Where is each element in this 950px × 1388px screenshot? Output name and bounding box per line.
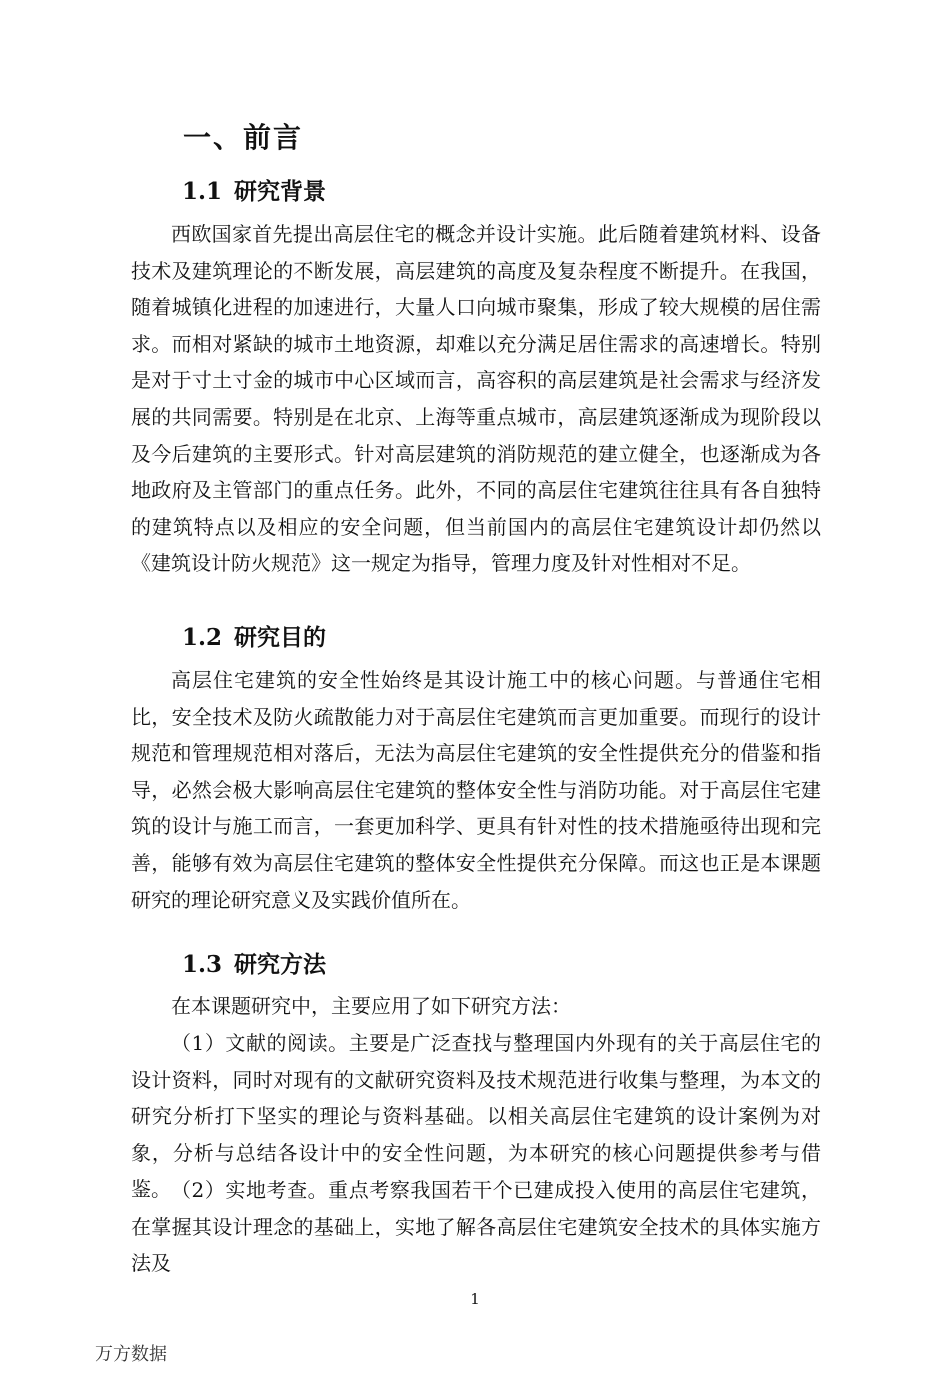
section-heading-1-1 [182,173,326,206]
section-title: 研究方法 [234,951,327,978]
section-heading-1-2 [182,619,326,652]
paragraph-purpose: 高层住宅建筑的安全性始终是其设计施工中的核心问题。与普通住宅相比，安全技术及防火疏散能力对于高层住宅建筑而言更加重要。而现行的设计规范和管理规范相对落后，无法为高层住宅建筑的安全性提供充分的借鉴和指导，必然会极大影响高层住宅建筑的整体安全性与消防功能。对于高层住宅建筑的设计与施工而言，一套更加科学、更具有针对性的技术措施亟待出现和完善，能够有效为高层住宅建筑的整体安全性提供充分保障。而这也正是本课题研究的理论研究意义及实践价值所在。 [131,668,821,912]
section-number: 1.1 [182,178,223,205]
section-number: 1.3 [182,951,223,978]
paragraph-method-literature: （1）文献的阅读。主要是广泛查找与整理国内外现有的关于高层住宅的设计资料，同时对现有的文献研究资料及技术规范进行收集与整理，为本文的研究分析打下坚实的理论与资料基础。以相关高层住宅建筑的设计案例为对象，分析与总结各设计中的安全性问题，为本研究的核心问题提供参考与借鉴。 [131,1031,821,1202]
source-watermark: 万方数据 [95,1344,167,1365]
paragraph-methods-intro: 在本课题研究中，主要应用了如下研究方法： [171,994,571,1018]
section-heading-1-3 [182,946,326,979]
section-number: 1.2 [182,624,223,651]
page-number: 1 [470,1290,480,1308]
section-title: 研究背景 [234,178,327,205]
chapter-title: 一、前言 [183,121,304,154]
paragraph-background: 西欧国家首先提出高层住宅的概念并设计实施。此后随着建筑材料、设备技术及建筑理论的不断发展，高层建筑的高度及复杂程度不断提升。在我国，随着城镇化进程的加速进行，大量人口向城市聚集，形成了较大规模的居住需求。而相对紧缺的城市土地资源，却难以充分满足居住需求的高速增长。特别是对于寸土寸金的城市中心区域而言，高容积的高层建筑是社会需求与经济发展的共同需要。特别是在北京、上海等重点城市，高层建筑逐渐成为现阶段以及今后建筑的主要形式。针对高层建筑的消防规范的建立健全，也逐渐成为各地政府及主管部门的重点任务。此外，不同的高层住宅建筑往往具有各自独特的建筑特点以及相应的安全问题，但当前国内的高层住宅建筑设计却仍然以《建筑设计防火规范》这一规定为指导，管理力度及针对性相对不足。 [131,222,821,576]
section-title: 研究目的 [234,624,327,651]
paragraph-method-fieldwork: （2）实地考查。重点考察我国若干个已建成投入使用的高层住宅建筑，在掌握其设计理念的基础上，实地了解各高层住宅建筑安全技术的具体实施方法及 [131,1178,821,1276]
